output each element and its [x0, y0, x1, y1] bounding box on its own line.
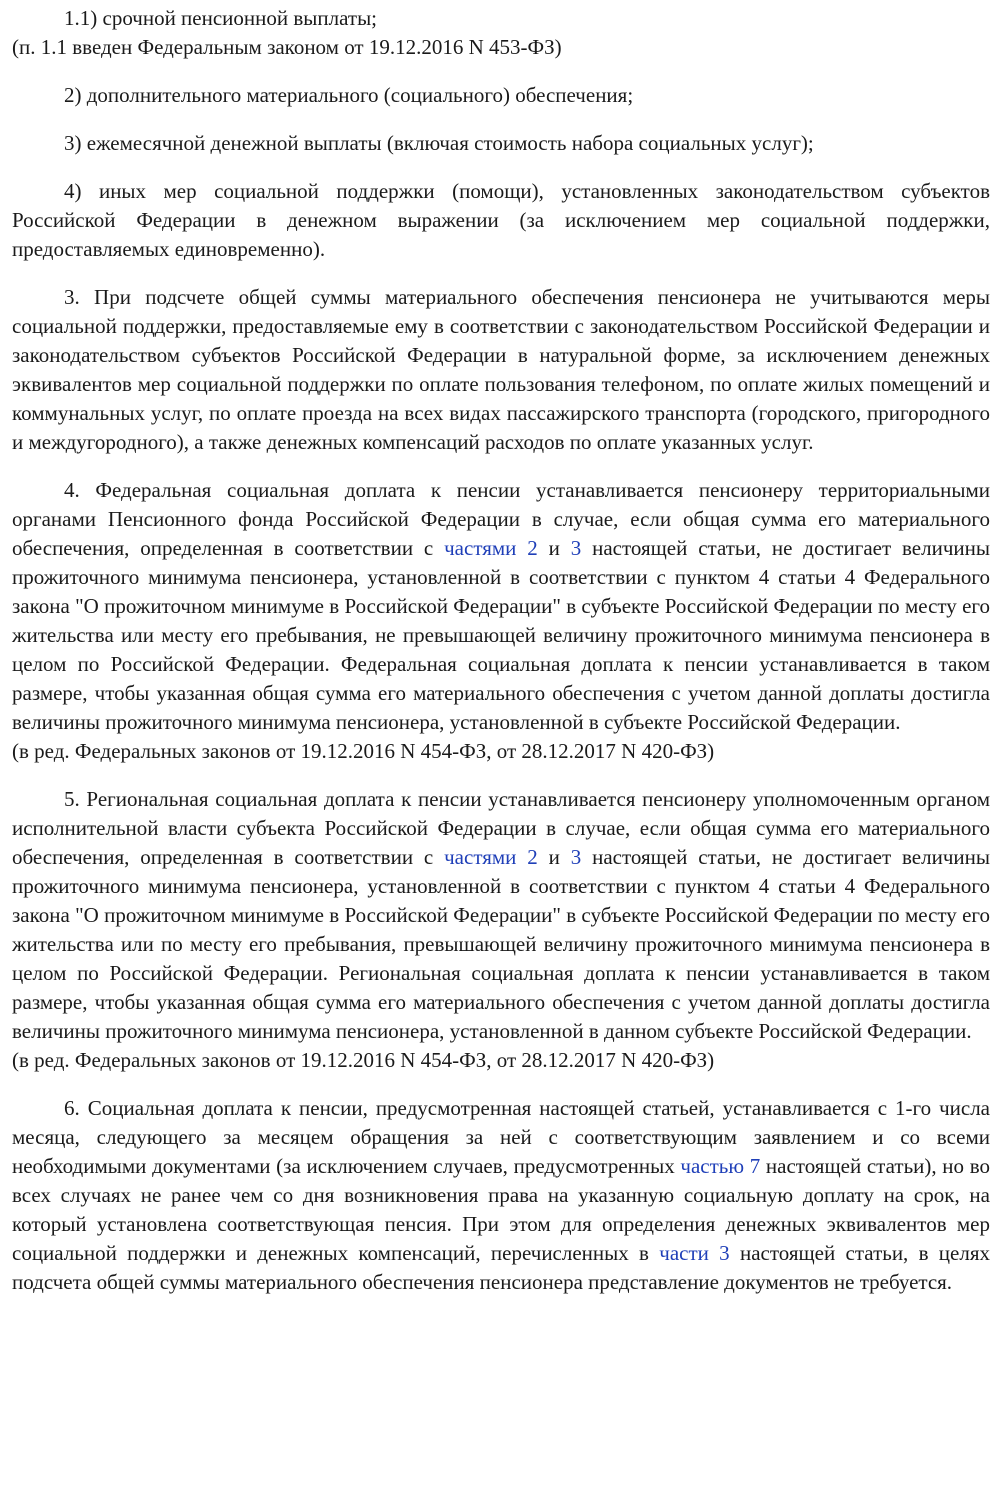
item-2: 2) дополнительного материального (социального) обеспечения;: [64, 83, 634, 107]
part-5-link-part-3[interactable]: 3: [570, 845, 582, 869]
amendment-note-4: (в ред. Федеральных законов от 19.12.2016 N 454-ФЗ, от 28.12.2017 N 420-ФЗ): [12, 739, 715, 763]
item-4: 4) иных мер социальной поддержки (помощи), установленных законодательством субъектов Российской Федерации в денежном выражении (за исключением мер социальной поддержки, предоставляемых единовременно).: [12, 179, 990, 261]
amendment-note-5: (в ред. Федеральных законов от 19.12.2016 N 454-ФЗ, от 28.12.2017 N 420-ФЗ): [12, 1048, 715, 1072]
part-6-link-part-3[interactable]: части 3: [659, 1241, 730, 1265]
part-4-link-part-3[interactable]: 3: [570, 536, 582, 560]
part-5-text-1: 5. Региональная социальная доплата к пенсии устанавливается пенсионеру уполномоченным органом исполнительной власти субъекта Российской Федерации в случае, если общая сумма его материального обеспечения, определенная в соответствии с: [12, 787, 990, 869]
part-6-text-3: настоящей статьи, в целях подсчета общей суммы материального обеспечения пенсионера представление документов не требуется.: [12, 1241, 991, 1294]
part-4-text-2: и: [537, 536, 571, 560]
item-1-1: 1.1) срочной пенсионной выплаты;: [64, 6, 378, 30]
part-4-text-1: 4. Федеральная социальная доплата к пенсии устанавливается пенсионеру территориальными органами Пенсионного фонда Российской Федерации в случае, если общая сумма его материального обеспечения, определенная в соответствии с: [12, 478, 990, 560]
part-4-text-3: настоящей статьи, не достигает величины прожиточного минимума пенсионера, установленной в соответствии с пунктом 4 статьи 4 Федерального закона "О прожиточном минимуме в Российской Федерации" в субъекте Российской Федерации по месту его жительства или месту его пребывания, не превышающей величину прожиточного минимума пенсионера в целом по Российской Федерации. Федеральная социальная доплата к пенсии устанавливается в таком размере, чтобы указанная общая сумма его материального обеспечения с учетом данной доплаты достигла величины прожиточного минимума пенсионера, установленной в субъекте Российской Федерации.: [12, 536, 990, 734]
item-3: 3) ежемесячной денежной выплаты (включая стоимость набора социальных услуг);: [64, 131, 814, 155]
part-6-text-2: настоящей статьи), но во всех случаях не ранее чем со дня возникновения права на указанную социальную доплату на срок, на который установлена соответствующая пенсия. При этом для определения денежных эквивалентов мер социальной поддержки и денежных компенсаций, перечисленных в: [12, 1154, 990, 1265]
part-5-text-3: настоящей статьи, не достигает величины прожиточного минимума пенсионера, установленной в соответствии с пунктом 4 статьи 4 Федерального закона "О прожиточном минимуме в Российской Федерации" в субъекте Российской Федерации по месту его жительства или по месту его пребывания, превышающей величину прожиточного минимума пенсионера в целом по Российской Федерации. Региональная социальная доплата к пенсии устанавливается в таком размере, чтобы указанная общая сумма его материального обеспечения с учетом данной доплаты достигла величины прожиточного минимума пенсионера, установленной в данном субъекте Российской Федерации.: [12, 845, 990, 1043]
part-5-text-2: и: [537, 845, 571, 869]
amendment-note-1-1: (п. 1.1 введен Федеральным законом от 19.12.2016 N 453-ФЗ): [12, 35, 562, 59]
part-4-link-parts-2[interactable]: частями 2: [444, 536, 538, 560]
part-5-link-parts-2[interactable]: частями 2: [444, 845, 538, 869]
part-6-link-part-7[interactable]: частью 7: [680, 1154, 761, 1178]
part-6-paragraph: [12, 1094, 990, 1297]
part-3-paragraph: 3. При подсчете общей суммы материального обеспечения пенсионера не учитываются меры социальной поддержки, предоставляемые ему в соответствии с законодательством Российской Федерации и законодательством субъектов Российской Федерации в натуральной форме, за исключением денежных эквивалентов мер социальной поддержки по оплате пользования телефоном, по оплате жилых помещений и коммунальных услуг, по оплате проезда на всех видах пассажирского транспорта (городского, пригородного и междугородного), а также денежных компенсаций расходов по оплате указанных услуг.: [12, 285, 990, 454]
part-4-paragraph: [12, 476, 990, 737]
part-6-text-1: 6. Социальная доплата к пенсии, предусмотренная настоящей статьей, устанавливается с 1-го числа месяца, следующего за месяцем обращения за ней с соответствующим заявлением и со всеми необходимыми документами (за исключением случаев, предусмотренных: [12, 1096, 990, 1178]
part-5-paragraph: [12, 785, 990, 1046]
